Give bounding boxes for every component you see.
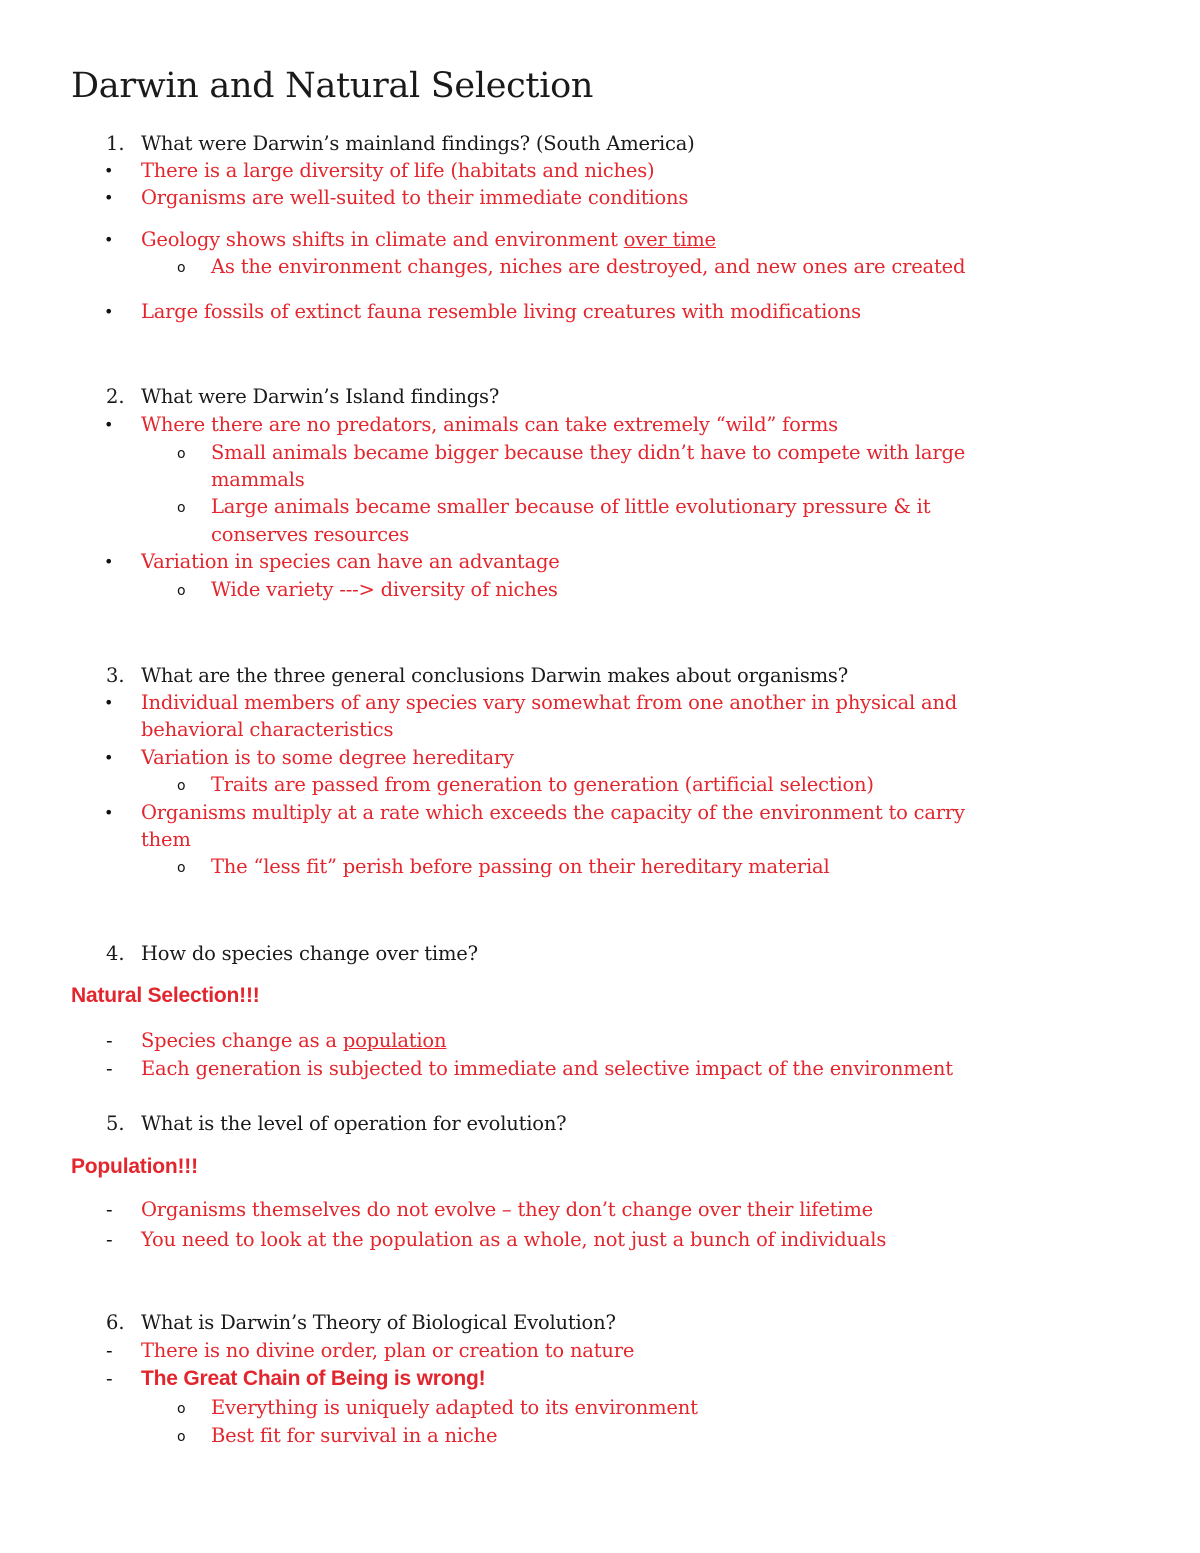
answer-dash-item [141, 1028, 446, 1054]
answer-dash-item: You need to look at the population as a whole, not just a bunch of individuals [141, 1228, 887, 1251]
sub-bullet-marker: o [177, 260, 186, 276]
sub-bullet-marker: o [177, 446, 186, 462]
answer-bullet-continued: them [141, 828, 191, 851]
answer-sub-bullet: The “less fit” perish before passing on their hereditary material [211, 855, 830, 878]
answer-sub-bullet: Best fit for survival in a niche [211, 1424, 498, 1447]
bullet-marker: • [104, 693, 114, 712]
answer-bullet: Large fossils of extinct fauna resemble living creatures with modifications [141, 300, 861, 323]
answer-sub-bullet-continued: conserves resources [211, 523, 410, 546]
answer-bullet: Where there are no predators, animals can take extremely “wild” forms [141, 413, 838, 436]
sub-bullet-marker: o [177, 778, 186, 794]
bullet-marker: • [104, 415, 114, 434]
sub-bullet-marker: o [177, 500, 186, 516]
question-4: How do species change over time? [141, 942, 478, 965]
question-number: 5. [106, 1112, 125, 1135]
answer-bullet: Individual members of any species vary somewhat from one another in physical and [141, 691, 958, 714]
dash-marker: - [106, 1057, 113, 1080]
answer-sub-bullet: Wide variety ---> diversity of niches [211, 578, 558, 601]
answer-bullet: Variation in species can have an advantage [141, 550, 560, 573]
dash-marker: - [106, 1029, 113, 1052]
question-2: What were Darwin’s Island findings? [141, 385, 500, 408]
answer-sub-bullet: As the environment changes, niches are destroyed, and new ones are created [211, 255, 966, 278]
answer-sub-bullet-continued: mammals [211, 468, 305, 491]
dash-marker: - [106, 1339, 113, 1362]
bullet-marker: • [104, 748, 114, 767]
answer-sub-bullet: Everything is uniquely adapted to its environment [211, 1396, 698, 1419]
sub-bullet-marker: o [177, 583, 186, 599]
answer-dash-item: There is no divine order, plan or creation to nature [141, 1339, 635, 1362]
answer-bullet-continued: behavioral characteristics [141, 718, 394, 741]
bullet-marker: • [104, 188, 114, 207]
bullet-marker: • [104, 161, 114, 180]
question-number: 6. [106, 1311, 125, 1334]
sub-bullet-marker: o [177, 860, 186, 876]
underlined-text: population [342, 1029, 447, 1052]
question-1: What were Darwin’s mainland findings? (South America) [141, 132, 695, 155]
answer-dash-item: Organisms themselves do not evolve – they don’t change over their lifetime [141, 1198, 873, 1221]
sub-bullet-marker: o [177, 1429, 186, 1445]
question-5: What is the level of operation for evolution? [141, 1112, 567, 1135]
dash-marker: - [106, 1367, 113, 1390]
answer-bullet: Organisms multiply at a rate which exceeds the capacity of the environment to carry [141, 801, 965, 824]
answer-bullet: Organisms are well-suited to their immediate conditions [141, 186, 689, 209]
bullet-marker: • [104, 230, 114, 249]
answer-bullet [141, 227, 716, 253]
dash-marker: - [106, 1198, 113, 1221]
question-number: 2. [106, 385, 125, 408]
answer-dash-item: Each generation is subjected to immediate and selective impact of the environment [141, 1057, 953, 1080]
bullet-marker: • [104, 302, 114, 321]
bullet-marker: • [104, 552, 114, 571]
answer-text: Species change as a [141, 1029, 343, 1052]
question-number: 1. [106, 132, 125, 155]
question-number: 3. [106, 664, 125, 687]
answer-heading: Natural Selection!!! [71, 984, 260, 1007]
question-number: 4. [106, 942, 125, 965]
dash-marker: - [106, 1228, 113, 1251]
underlined-text: over time [623, 228, 716, 251]
answer-bullet: There is a large diversity of life (habitats and niches) [141, 159, 655, 182]
answer-heading: Population!!! [71, 1155, 198, 1178]
answer-text: Geology shows shifts in climate and environment [141, 228, 624, 251]
answer-sub-bullet: Small animals became bigger because they didn’t have to compete with large [211, 441, 966, 464]
question-6: What is Darwin’s Theory of Biological Evolution? [141, 1311, 616, 1334]
answer-sub-bullet: Traits are passed from generation to generation (artificial selection) [211, 773, 874, 796]
question-3: What are the three general conclusions Darwin makes about organisms? [141, 664, 848, 687]
answer-dash-item-bold: The Great Chain of Being is wrong! [141, 1367, 486, 1390]
answer-bullet: Variation is to some degree hereditary [141, 746, 514, 769]
page-title: Darwin and Natural Selection [71, 66, 594, 106]
bullet-marker: • [104, 803, 114, 822]
sub-bullet-marker: o [177, 1401, 186, 1417]
answer-sub-bullet: Large animals became smaller because of little evolutionary pressure & it [211, 495, 931, 518]
